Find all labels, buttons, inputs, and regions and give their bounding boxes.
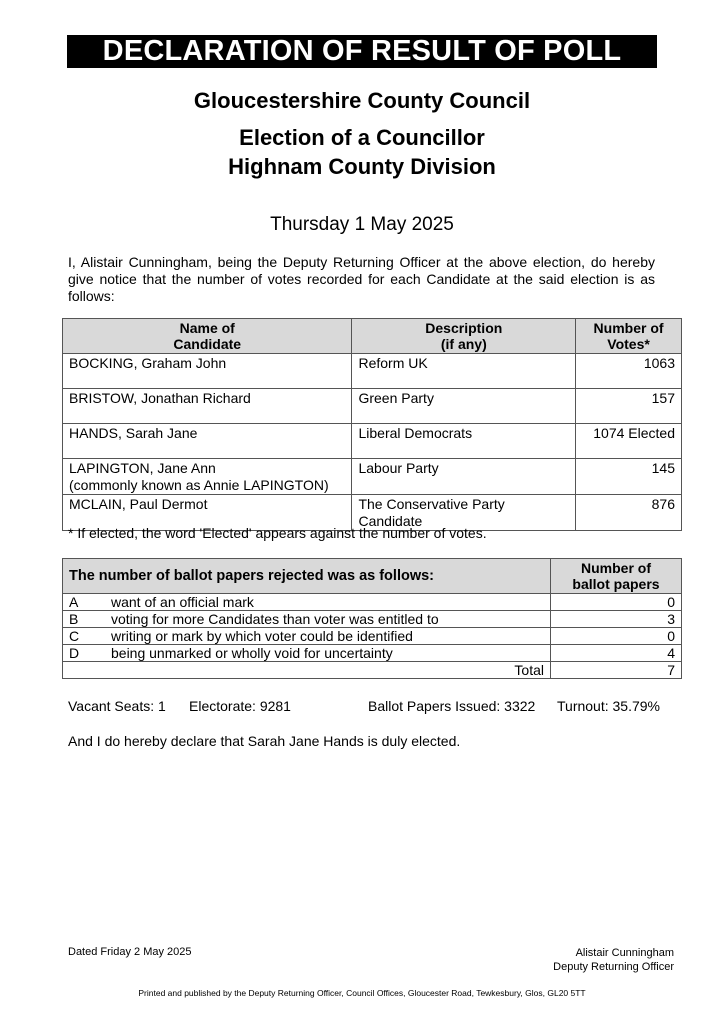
rejected-header-row [63, 559, 682, 594]
rejected-reason: C writing or mark by which voter could be identified [63, 628, 551, 645]
candidate-votes: 1074 Elected [576, 424, 682, 459]
division-name: Highnam County Division [228, 154, 496, 179]
rejected-row [63, 594, 682, 611]
rejected-ballots-table [62, 558, 682, 679]
poll-date: Thursday 1 May 2025 [270, 214, 454, 235]
candidate-votes: 876 [576, 495, 682, 531]
total-label: Total [63, 662, 551, 679]
reason-letter: D [69, 645, 80, 661]
council-name: Gloucestershire County Council [193, 88, 531, 113]
candidates-header-row [63, 319, 682, 354]
candidate-description: Reform UK [352, 354, 576, 389]
candidate-description: Green Party [352, 389, 576, 424]
signatory-block [553, 946, 674, 974]
electorate: Electorate: 9281 [189, 698, 291, 714]
rejected-reason: A want of an official mark [63, 594, 551, 611]
candidate-name: LAPINGTON, Jane Ann (commonly known as Annie LAPINGTON) [63, 459, 352, 495]
rejected-row [63, 645, 682, 662]
candidate-row [63, 424, 682, 459]
candidate-row [63, 354, 682, 389]
declaration-statement: And I do hereby declare that Sarah Jane Hands is duly elected. [68, 733, 461, 749]
candidate-votes: 1063 [576, 354, 682, 389]
document-title-banner: DECLARATION OF RESULT OF POLL [67, 35, 657, 68]
rejected-reason: D being unmarked or wholly void for uncertainty [63, 645, 551, 662]
header-votes: Number of Votes* [576, 319, 682, 354]
reason-letter: C [69, 628, 80, 644]
signatory-name: Alistair Cunningham [575, 947, 674, 959]
header-description: Description (if any) [352, 319, 576, 354]
candidate-votes: 145 [576, 459, 682, 495]
rejected-total-row [63, 662, 682, 679]
header-ballot-count: Number of ballot papers [551, 559, 682, 594]
rejected-count: 0 [551, 594, 682, 611]
election-type: Election of a Councillor [239, 125, 485, 150]
total-count: 7 [551, 662, 682, 679]
ballot-papers-issued: Ballot Papers Issued: 3322 [368, 698, 536, 714]
vacant-seats: Vacant Seats: 1 [68, 698, 166, 714]
rejected-count: 3 [551, 611, 682, 628]
imprint-line: Printed and published by the Deputy Returning Officer, Council Offices, Gloucester Road, Tewkesbury, Glos, GL20 5TT [138, 988, 586, 998]
header-candidate-name: Name of Candidate [63, 319, 352, 354]
candidate-name: BRISTOW, Jonathan Richard [63, 389, 352, 424]
reason-letter: A [69, 594, 79, 610]
candidate-description: Liberal Democrats [352, 424, 576, 459]
candidate-name: MCLAIN, Paul Dermot [63, 495, 352, 531]
candidate-description: The Conservative Party Candidate [352, 495, 576, 531]
candidate-row [63, 389, 682, 424]
candidates-table [62, 318, 682, 531]
signatory-title: Deputy Returning Officer [553, 961, 674, 973]
candidate-name: HANDS, Sarah Jane [63, 424, 352, 459]
dated-line: Dated Friday 2 May 2025 [68, 946, 192, 958]
rejected-title: The number of ballot papers rejected was as follows: [63, 559, 551, 594]
turnout: Turnout: 35.79% [557, 698, 660, 714]
reason-letter: B [69, 611, 79, 627]
rejected-row [63, 611, 682, 628]
rejected-count: 4 [551, 645, 682, 662]
rejected-reason: B voting for more Candidates than voter was entitled to [63, 611, 551, 628]
candidate-votes: 157 [576, 389, 682, 424]
candidate-row [63, 459, 682, 495]
candidate-name: BOCKING, Graham John [63, 354, 352, 389]
elected-footnote: * If elected, the word 'Elected' appears against the number of votes. [68, 525, 487, 541]
rejected-row [63, 628, 682, 645]
intro-paragraph: I, Alistair Cunningham, being the Deputy Returning Officer at the above election, do hereby give notice that the number of votes recorded for each Candidate at the said election is as follows: [68, 254, 655, 304]
candidate-description: Labour Party [352, 459, 576, 495]
election-heading [0, 123, 724, 181]
rejected-count: 0 [551, 628, 682, 645]
